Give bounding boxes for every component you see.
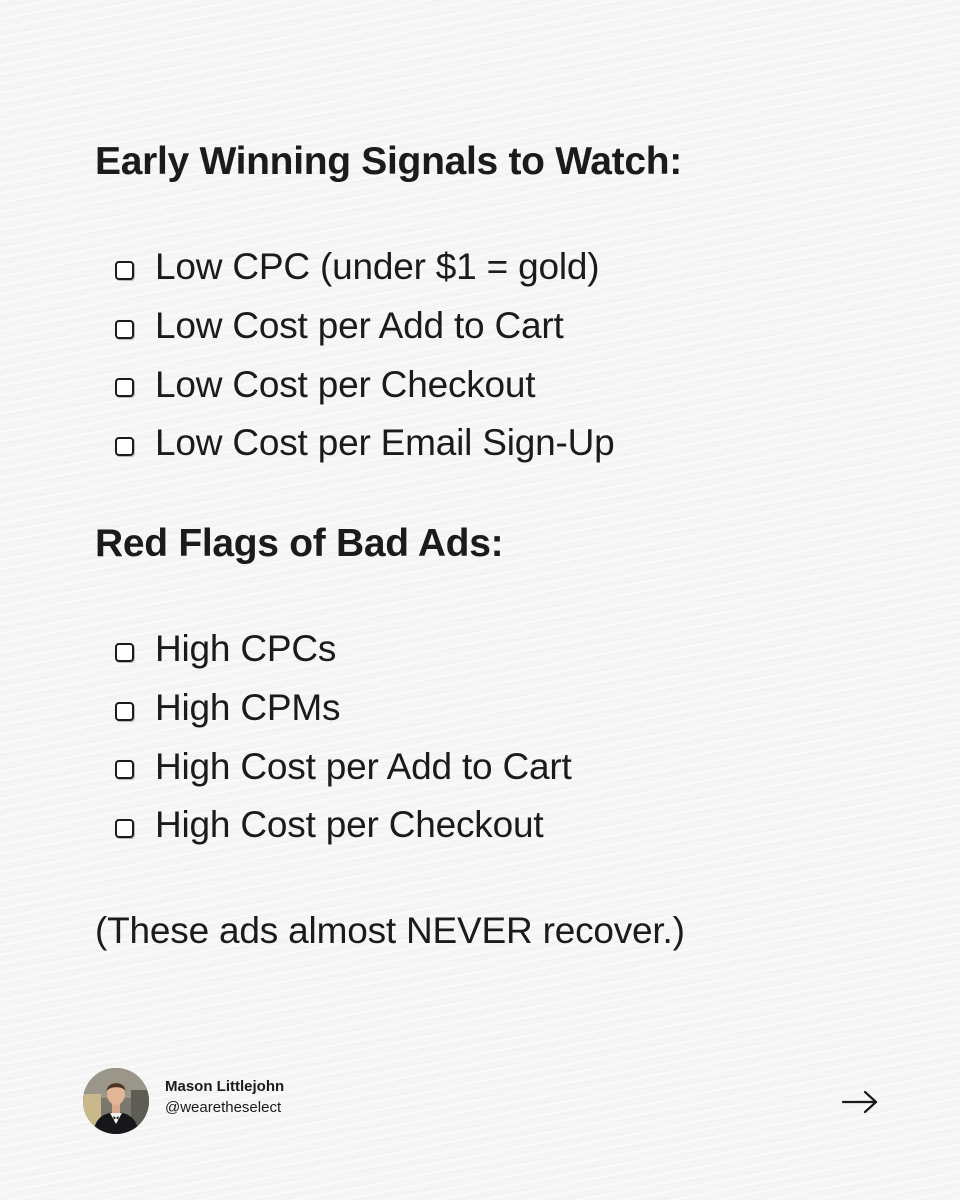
section-heading-winning-signals: Early Winning Signals to Watch: (95, 140, 682, 183)
author-info (165, 1077, 284, 1119)
checkbox-icon (115, 702, 134, 721)
list-item-text: Low Cost per Add to Cart (155, 305, 564, 347)
checkbox-icon (115, 760, 134, 779)
list-item (115, 238, 615, 297)
arrow-right-icon[interactable] (841, 1089, 879, 1115)
avatar-photo (83, 1068, 149, 1134)
list-item (115, 796, 572, 855)
checkbox-icon (115, 437, 134, 456)
avatar[interactable] (83, 1068, 149, 1134)
list-item-text: Low CPC (under $1 = gold) (155, 246, 600, 288)
closing-note: (These ads almost NEVER recover.) (95, 910, 685, 951)
list-item (115, 297, 615, 356)
checkbox-icon (115, 378, 134, 397)
checkbox-icon (115, 320, 134, 339)
list-item (115, 737, 572, 796)
winning-signals-list (115, 238, 615, 473)
list-item-text: Low Cost per Email Sign-Up (155, 422, 615, 464)
section-heading-red-flags: Red Flags of Bad Ads: (95, 522, 504, 565)
author-handle[interactable]: @wearetheselect (165, 1099, 282, 1116)
checkbox-icon (115, 261, 134, 280)
list-item (115, 355, 615, 414)
red-flags-list (115, 620, 572, 855)
checkbox-icon (115, 819, 134, 838)
author-name: Mason Littlejohn (165, 1078, 285, 1095)
list-item-text: High Cost per Checkout (155, 804, 544, 846)
list-item (115, 679, 572, 738)
list-item (115, 414, 615, 473)
list-item-text: High Cost per Add to Cart (155, 745, 572, 787)
list-item (115, 620, 572, 679)
list-item-text: High CPMs (155, 687, 341, 729)
list-item-text: High CPCs (155, 628, 337, 670)
author-card[interactable] (83, 1068, 284, 1134)
list-item-text: Low Cost per Checkout (155, 363, 536, 405)
checkbox-icon (115, 643, 134, 662)
